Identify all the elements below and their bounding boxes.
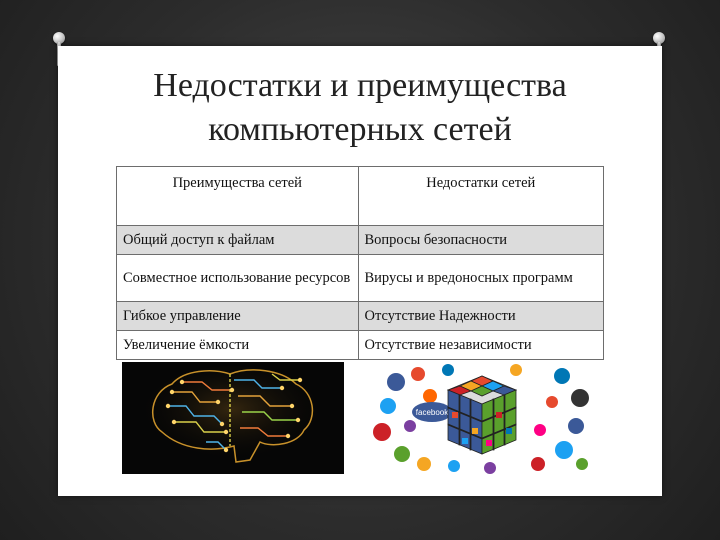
disadvantage-cell: Отсутствие независимости: [358, 331, 604, 360]
advantage-cell: Увеличение ёмкости: [117, 331, 359, 360]
disadvantage-cell: Вопросы безопасности: [358, 226, 604, 255]
advantage-cell: Общий доступ к файлам: [117, 226, 359, 255]
facebook-label: facebook: [415, 408, 449, 417]
table-header-row: [117, 167, 604, 226]
header-disadvantages: Недостатки сетей: [358, 167, 604, 226]
social-media-cube-icon: [366, 362, 598, 476]
table-row: [117, 302, 604, 331]
header-advantages: Преимущества сетей: [117, 167, 359, 226]
comparison-table: [116, 166, 604, 360]
circuit-brain-image: [122, 362, 344, 474]
table-row: [117, 331, 604, 360]
disadvantage-cell: Вирусы и вредоносных программ: [358, 255, 604, 302]
advantage-cell: Совместное использование ресурсов: [117, 255, 359, 302]
circuit-brain-icon: [122, 362, 344, 474]
table-row: [117, 255, 604, 302]
slide-title: [60, 64, 660, 152]
advantage-cell: Гибкое управление: [117, 302, 359, 331]
title-line-1: Недостатки и преимущества: [153, 67, 567, 104]
social-media-image: [366, 362, 598, 476]
title-line-2: компьютерных сетей: [208, 111, 512, 148]
table-row: [117, 226, 604, 255]
disadvantage-cell: Отсутствие Надежности: [358, 302, 604, 331]
